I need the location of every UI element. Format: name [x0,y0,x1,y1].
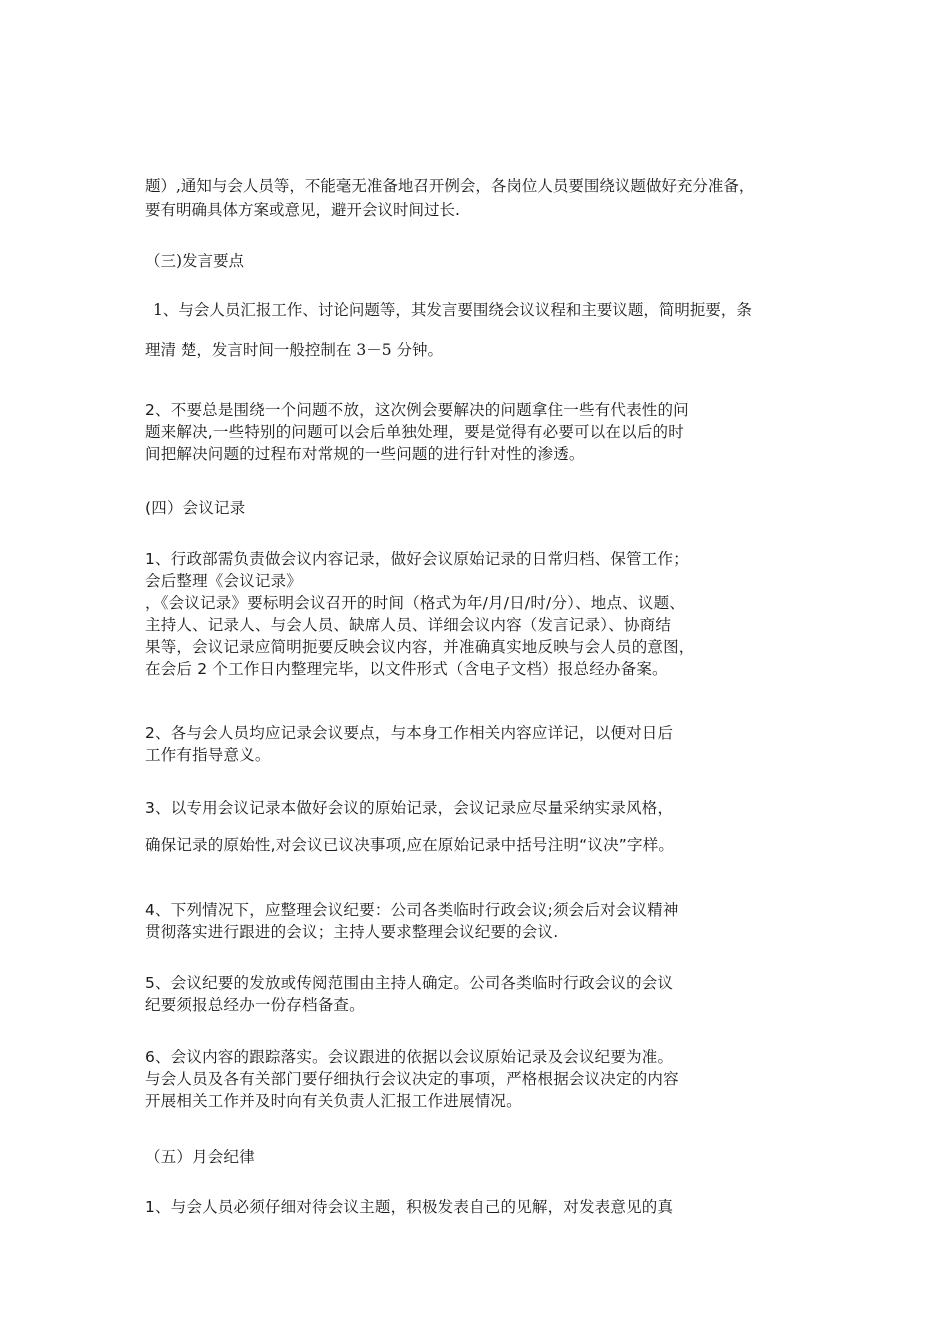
paragraph-4-3a: 3、以专用会议记录本做好会议的原始记录，会议记录应尽量采纳实录风格， [145,799,674,817]
text-line: 纪要须报总经办一份存档备查。 [145,996,365,1014]
paragraph-4-1 [145,548,815,680]
text-line: 贯彻落实进行跟进的会议；主持人要求整理会议纪要的会议. [145,923,559,941]
text-line: 题来解决,一些特别的问题可以会后单独处理，要是觉得有必要可以在以后的时 [145,423,684,441]
paragraph-4-6 [145,1046,815,1112]
text-line: 与会人员及各有关部门要仔细执行会议决定的事项，严格根据会议决定的内容 [145,1070,679,1088]
section-heading-3: （三)发言要点 [145,252,245,270]
text-line: 开展相关工作并及时向有关负责人汇报工作进展情况。 [145,1092,522,1110]
section-heading-5: （五）月会纪律 [145,1148,255,1166]
text-line: 在会后 2 个工作日内整理完毕，以文件形式（含电子文档）报总经办备案。 [145,660,668,678]
text-line: 工作有指导意义。 [145,746,271,764]
paragraph-4-4 [145,899,815,943]
text-line: 会后整理《会议记录》 [145,572,303,590]
text-line: 主持人、记录人、与会人员、缺席人员、详细会议内容（发言记录）、协商结 [145,616,672,634]
text-line: 6、会议内容的跟踪落实。会议跟进的依据以会议原始记录及会议纪要为准。 [145,1048,674,1066]
text-line: 要有明确具体方案或意见，避开会议时间过长. [145,201,460,219]
text-line: 果等，会议记录应简明扼要反映会议内容，并准确真实地反映与会人员的意图， [145,638,695,656]
text-line: 理清 楚，发言时间一般控制在 3－5 分钟。 [145,341,444,359]
paragraph-4-3b: 确保记录的原始性,对会议已议决事项,应在原始记录中括号注明“议决”字样。 [145,836,675,854]
paragraph-5-1: 1、与会人员必须仔细对待会议主题，积极发表自己的见解，对发表意见的真 [145,1198,674,1216]
paragraph-3-2 [145,399,815,465]
text-line: 1、行政部需负责做会议内容记录，做好会议原始记录的日常归档、保管工作； [145,550,689,568]
text-line: 1、与会人员汇报工作、讨论问题等，其发言要围绕会议议程和主要议题，简明扼要，条 [153,301,752,319]
text-line: 题）,通知与会人员等，不能毫无准备地召开例会，各岗位人员要围绕议题做好充分准备， [145,177,755,195]
section-heading-4: (四）会议记录 [145,499,246,517]
text-line: 2、各与会人员均应记录会议要点，与本身工作相关内容应详记，以便对日后 [145,724,674,742]
text-line: 5、会议纪要的发放或传阅范围由主持人确定。公司各类临时行政会议的会议 [145,974,674,992]
paragraph-4-2 [145,722,815,766]
text-line: 间把解决问题的过程布对常规的一些问题的进行针对性的渗透。 [145,445,585,463]
text-line: 4、下列情况下，应整理会议纪要：公司各类临时行政会议;须会后对会议精神 [145,901,679,919]
paragraph-4-5 [145,972,815,1016]
intro-paragraph [145,174,815,222]
text-line: ，《会议记录》要标明会议召开的时间（格式为年/月/日/时/分）、地点、议题、 [145,594,685,612]
text-line: 2、不要总是围绕一个问题不放，这次例会要解决的问题拿住一些有代表性的问 [145,401,689,419]
paragraph-3-1 [145,298,815,362]
